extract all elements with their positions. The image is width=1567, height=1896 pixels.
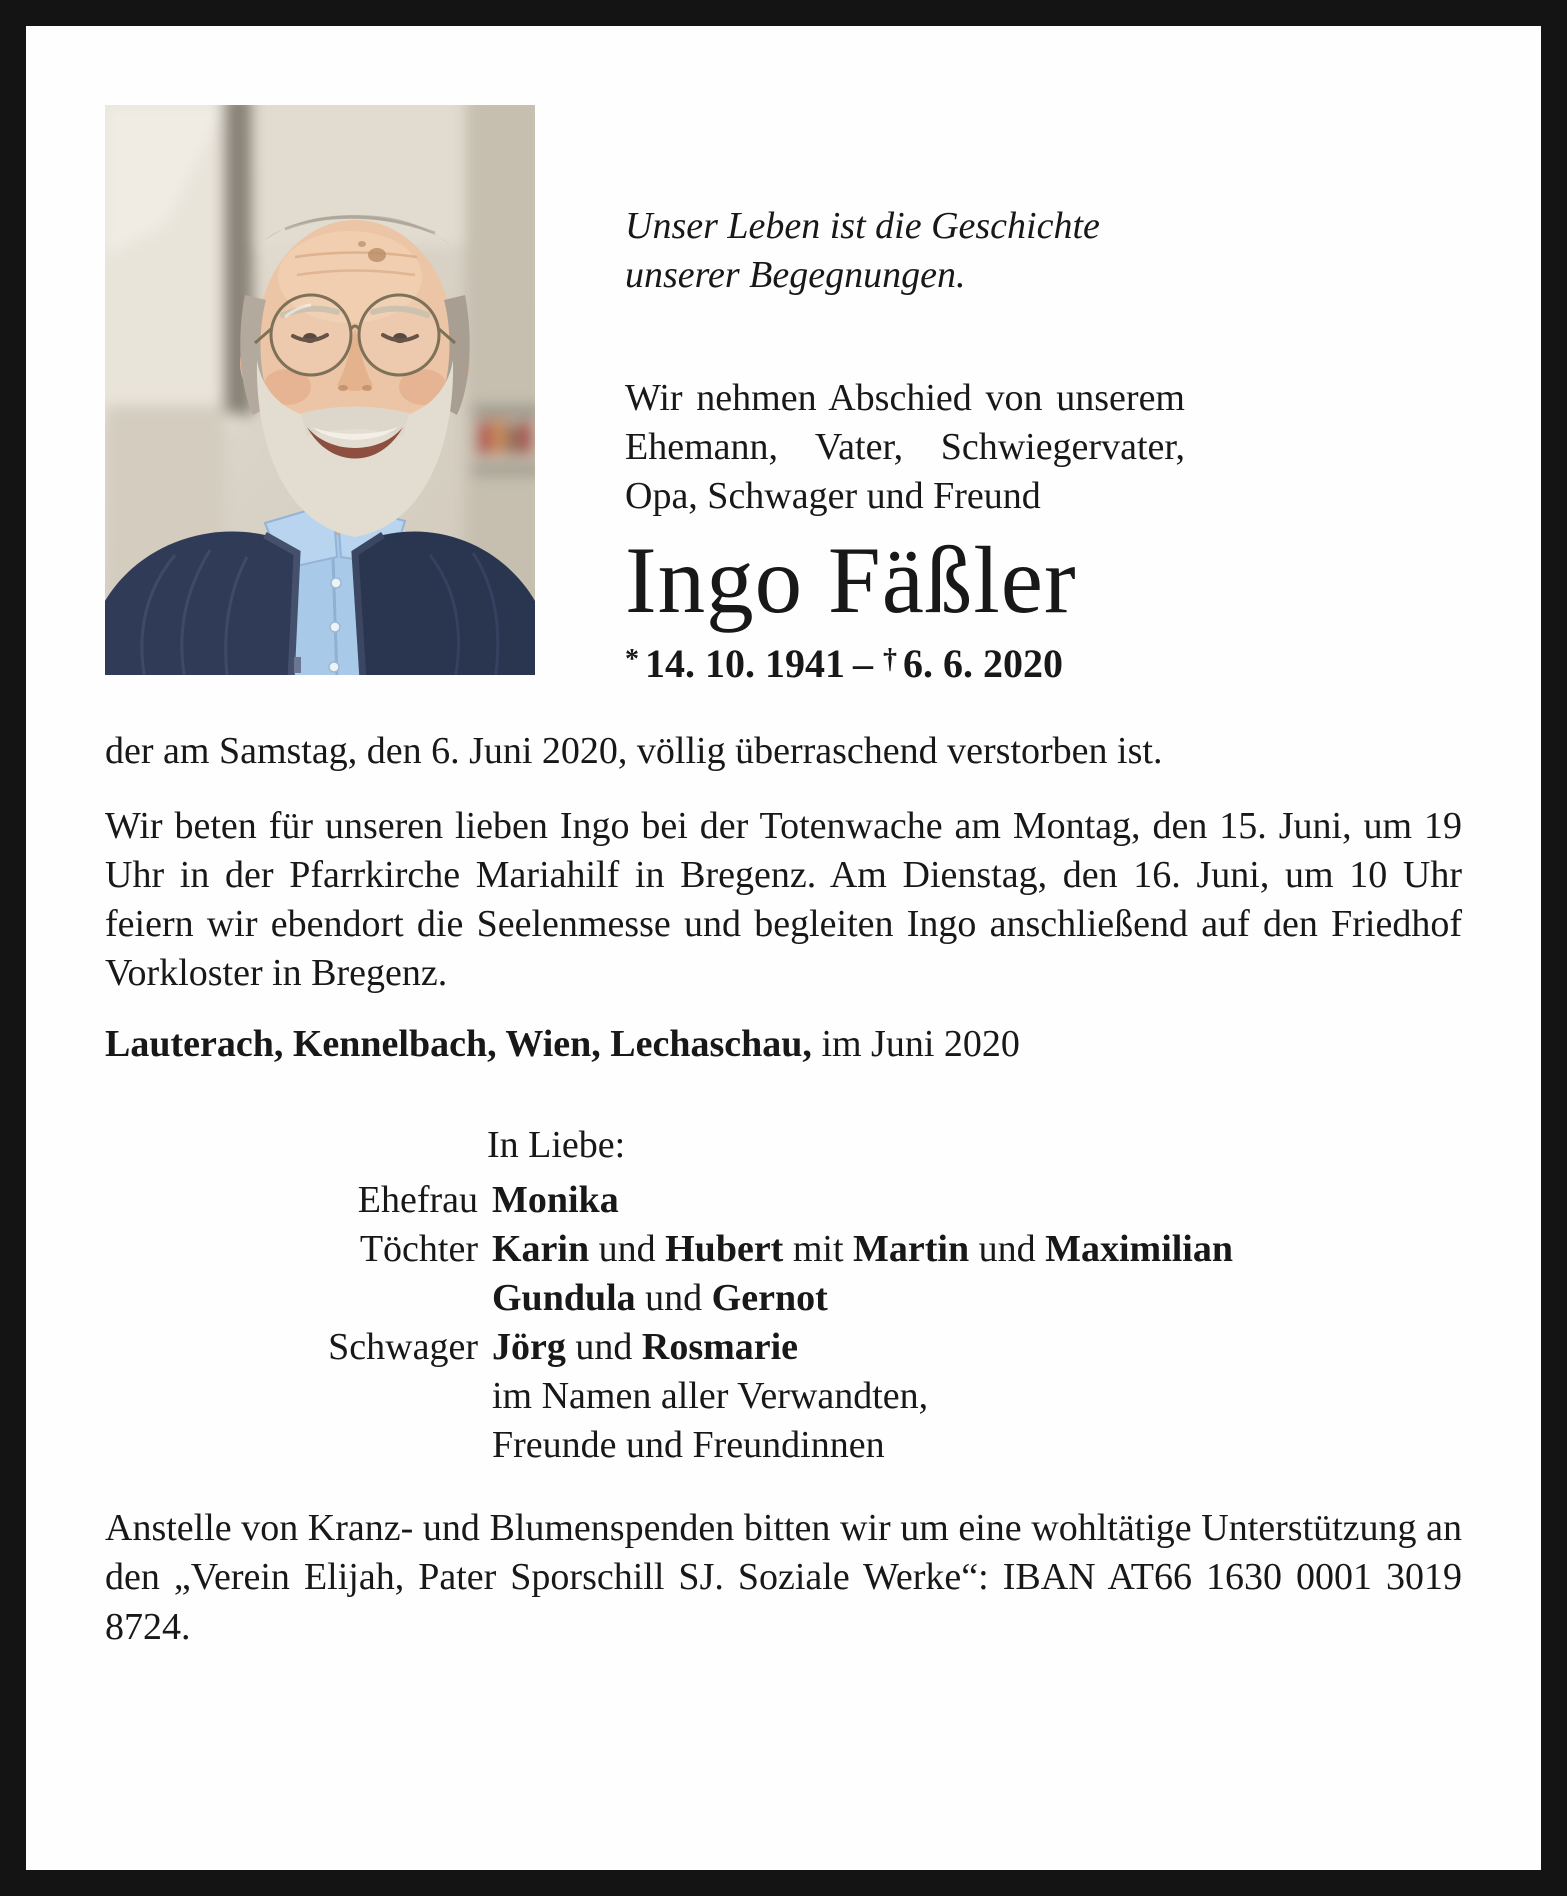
family-names: Freunde und Freundinnen <box>492 1424 885 1467</box>
places-line <box>105 1020 1462 1069</box>
dates-separator: – <box>853 640 873 686</box>
family-role: Ehefrau <box>357 1179 478 1222</box>
family-role: Töchter <box>359 1228 478 1271</box>
family-role <box>105 1274 478 1323</box>
family-list <box>105 1176 1462 1470</box>
family-names: Gundula und Gernot <box>492 1277 828 1320</box>
right-column <box>625 105 1185 689</box>
epigraph <box>625 202 1185 300</box>
death-date: 6. 6. 2020 <box>903 640 1063 686</box>
family-names: im Namen aller Verwandten, <box>492 1375 929 1418</box>
portrait-photo <box>105 105 535 675</box>
family-names: Monika <box>492 1179 619 1222</box>
family-names: Karin und Hubert mit Martin und Maximilian <box>492 1228 1233 1271</box>
epigraph-line-1: Unser Leben ist die Geschichte <box>625 205 1100 247</box>
deceased-name: Ingo Fäßler <box>625 527 1077 634</box>
death-symbol: † <box>883 643 897 675</box>
family-row-relatives <box>105 1372 1462 1421</box>
life-dates <box>625 638 1185 690</box>
family-row-toechter <box>105 1225 1462 1274</box>
service-info: Wir beten für unseren lieben Ingo bei der Totenwache am Montag, den 15. Juni, um 19 Uhr in der Pfarrkirche Mariahilf in Bregenz. Am Dienstag, den 16. Juni, um 10 Uhr feiern wir ebendort die Seelenmesse und begleiten Ingo anschließend auf den Friedhof Vorkloster in Bregenz. <box>105 805 1462 995</box>
family-role <box>105 1421 478 1470</box>
family-row-ehefrau <box>105 1176 1462 1225</box>
death-notice: der am Samstag, den 6. Juni 2020, völlig überraschend verstorben ist. <box>105 730 1163 773</box>
places-names: Lauterach, Kennelbach, Wien, Lechaschau, <box>105 1023 812 1066</box>
family-row-gundula <box>105 1274 1462 1323</box>
birth-symbol: * <box>625 643 639 675</box>
family-role: Schwager <box>328 1326 478 1369</box>
obituary-page <box>26 26 1541 1870</box>
family-names: Jörg und Rosmarie <box>492 1326 799 1369</box>
family-row-schwager <box>105 1323 1462 1372</box>
epigraph-line-2: unserer Begegnungen. <box>625 254 966 297</box>
family-row-friends <box>105 1421 1462 1470</box>
donation-note: Anstelle von Kranz- und Blumenspenden bitten wir um eine wohltätige Unterstützung an den „Verein Elijah, Pater Sporschill SJ. Soziale Werke“: IBAN AT66 1630 0001 3019 8724. <box>105 1507 1462 1648</box>
top-section <box>105 105 1462 689</box>
birth-date: 14. 10. 1941 <box>645 640 845 686</box>
in-love-heading: In Liebe: <box>487 1124 626 1167</box>
portrait-illustration <box>105 105 535 675</box>
farewell-intro: Wir nehmen Abschied von unserem Ehemann, Vater, Schwiegervater, Opa, Schwager und Freund <box>625 377 1185 518</box>
family-role <box>105 1372 478 1421</box>
places-date: im Juni 2020 <box>811 1023 1020 1066</box>
